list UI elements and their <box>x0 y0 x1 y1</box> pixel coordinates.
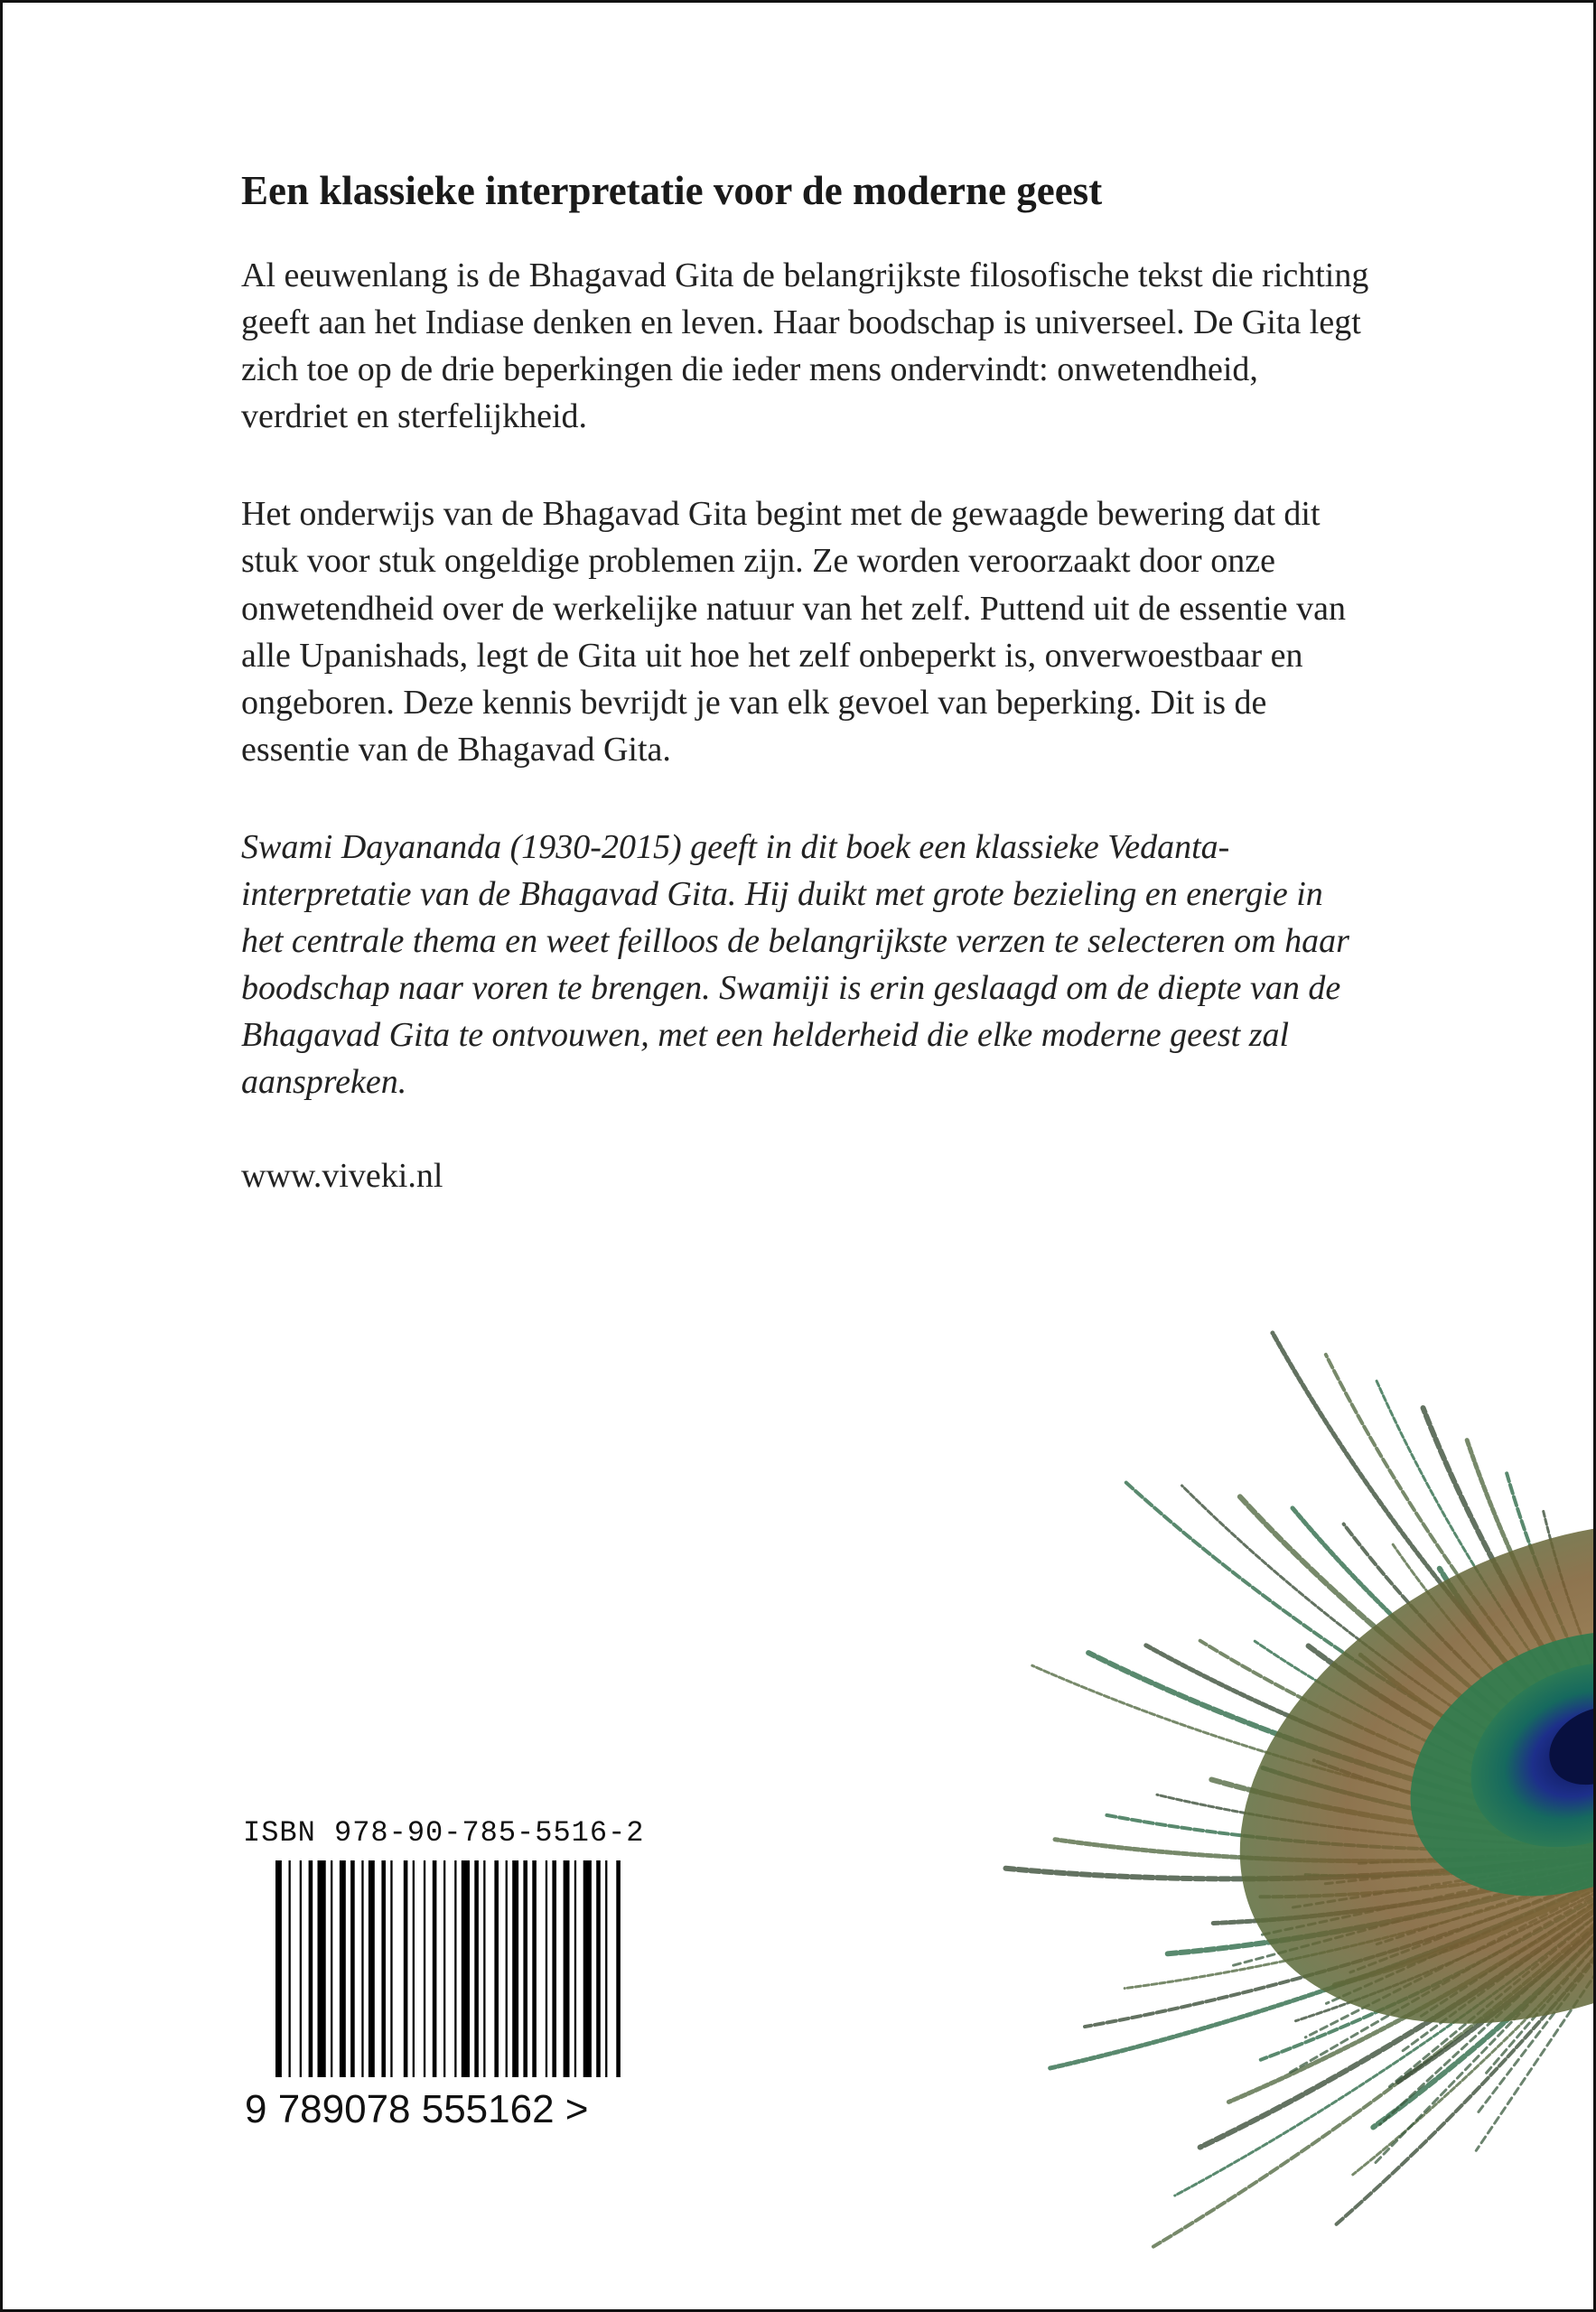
website-link[interactable]: www.viveki.nl <box>241 1157 443 1195</box>
intro-paragraph: Al eeuwenlang is de Bhagavad Gita de belangrijkste filosofische tekst die richting geeft aan het Indiase denken en leven. Haar boodschap is universeel. De Gita legt zich toe op de drie beperkingen die ieder mens ondervindt: onwetendheid, verdriet en sterfelijkheid. <box>241 256 1369 436</box>
barcode-digits: 9 789078 555162 > <box>245 2087 589 2130</box>
teaching-paragraph: Het onderwijs van de Bhagavad Gita begint met de gewaagde bewering dat dit stuk voor stuk ongeldige problemen zijn. Ze worden veroorzaakt door onze onwetendheid over de werkelijke natuur van het zelf. Puttend uit de essentie van alle Upanishads, legt de Gita uit hoe het zelf onbeperkt is, onverwoestbaar en ongeboren. Deze kennis bevrijdt je van elk gevoel van beperking. Dit is de essentie van de Bhagavad Gita. <box>241 495 1346 769</box>
peacock-feather-image <box>779 1213 1596 2312</box>
isbn-label: ISBN 978-90-785-5516-2 <box>243 1816 645 1850</box>
cover-text <box>241 165 1370 1196</box>
barcode-graphic <box>239 1859 664 2130</box>
barcode <box>239 1859 664 2130</box>
author-paragraph: Swami Dayananda (1930-2015) geeft in dit boek een klassieke Vedanta-interpretatie van de Bhagavad Gita. Hij duikt met grote bezieling en energie in het centrale thema en weet feilloos de belangrijkste verzen te selecteren om haar boodschap naar voren te brengen. Swamiji is erin geslaagd om de diepte van de Bhagavad Gita te ontvouwen, met een helderheid die elke moderne geest zal aanspreken. <box>241 827 1349 1101</box>
isbn-barcode-block <box>239 1816 664 2130</box>
cover-heading: Een klassieke interpretatie voor de moderne geest <box>241 168 1103 213</box>
